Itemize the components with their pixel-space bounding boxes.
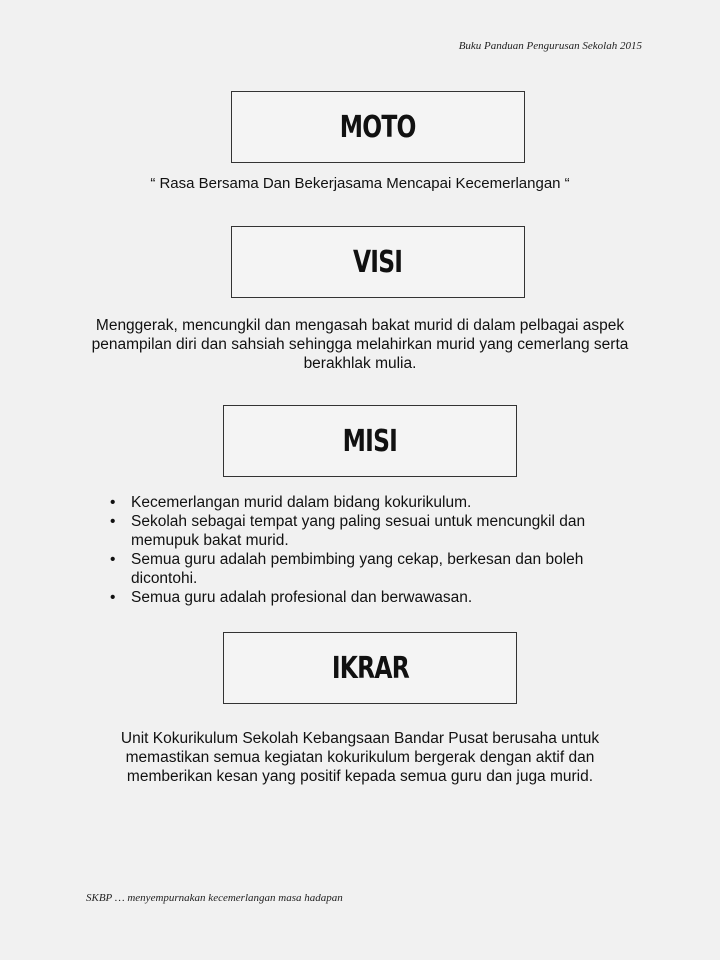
misi-item	[108, 550, 648, 588]
ikrar-title-box	[223, 632, 517, 704]
misi-item-text: Semua guru adalah profesional dan berwawasan.	[131, 589, 473, 606]
misi-item	[108, 588, 648, 607]
page-header: Buku Panduan Pengurusan Sekolah 2015	[458, 40, 642, 52]
misi-title-box	[223, 405, 517, 477]
visi-title: VISI	[353, 244, 403, 280]
misi-item-text: Sekolah sebagai tempat yang paling sesuai untuk mencungkil dan memupuk bakat murid.	[131, 513, 586, 549]
misi-item	[108, 512, 648, 550]
misi-list	[108, 493, 648, 607]
visi-text: Menggerak, mencungkil dan mengasah bakat murid di dalam pelbagai aspek penampilan diri dan sahsiah sehingga melahirkan murid yang cemerlang serta berakhlak mulia.	[91, 317, 629, 372]
ikrar-text: Unit Kokurikulum Sekolah Kebangsaan Bandar Pusat berusaha untuk memastikan semua kegiatan kokurikulum bergerak dengan aktif dan memberikan kesan yang positif kepada semua guru dan juga murid.	[120, 730, 600, 785]
visi-title-box	[231, 226, 525, 298]
bullet-icon: •	[110, 494, 116, 511]
misi-item-text: Kecemerlangan murid dalam bidang kokurikulum.	[131, 494, 472, 511]
bullet-icon: •	[110, 551, 116, 568]
bullet-icon: •	[110, 589, 116, 606]
misi-title: MISI	[342, 423, 398, 459]
page-footer: SKBP … menyempurnakan kecemerlangan masa hadapan	[86, 892, 343, 904]
misi-item-text: Semua guru adalah pembimbing yang cekap, berkesan dan boleh dicontohi.	[131, 551, 584, 587]
bullet-icon: •	[110, 513, 116, 530]
ikrar-title: IKRAR	[331, 650, 409, 686]
moto-title-box	[231, 91, 525, 163]
moto-title: MOTO	[340, 109, 416, 145]
misi-item	[108, 493, 648, 512]
moto-text: “ Rasa Bersama Dan Bekerjasama Mencapai Kecemerlangan “	[150, 175, 570, 192]
